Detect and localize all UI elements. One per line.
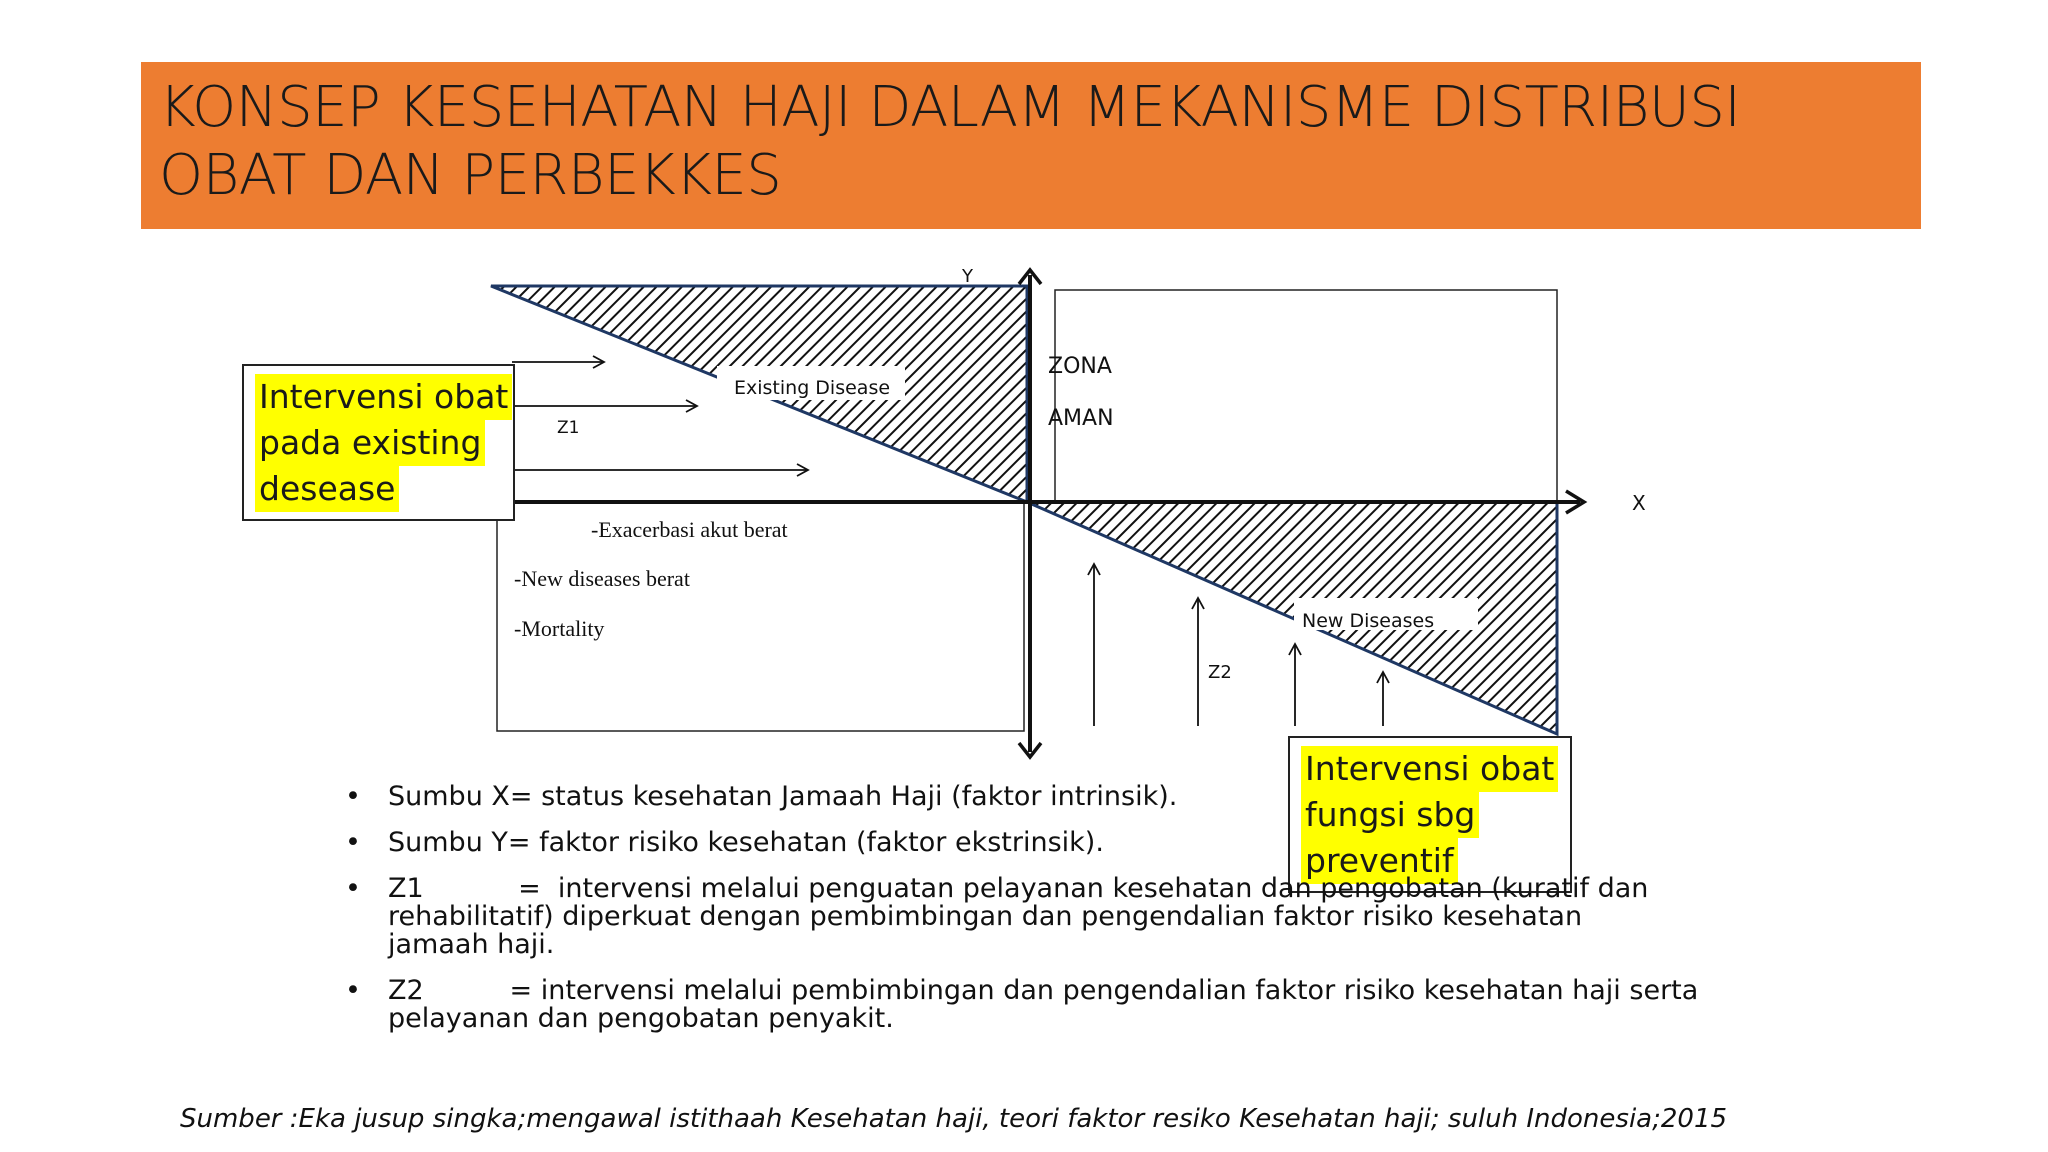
outcome-mortality: -Mortality <box>514 616 605 641</box>
outcome-new-diseases: -New diseases berat <box>514 566 690 591</box>
bullet-text: Sumbu Y= faktor risiko kesehatan (faktor ekstrinsik). <box>388 827 1104 858</box>
callout-line: fungsi sbg <box>1301 792 1479 838</box>
z2-label: Z2 <box>1208 662 1232 683</box>
z1-label: Z1 <box>557 418 580 438</box>
list-item: • Z1 = intervensi melalui penguatan pelayanan kesehatan dan pengobatan (kuratif dan rehabilitatif) diperkuat dengan pembimbingan dan pengendalian faktor risiko kesehatan jamaah haji. <box>345 875 1765 959</box>
callout-line: desease <box>255 466 399 512</box>
source-citation: Sumber :Eka jusup singka;mengawal istithaah Kesehatan haji, teori faktor resiko Kesehatan haji; suluh Indonesia;2015 <box>180 1104 1728 1134</box>
list-item: • Sumbu Y= faktor risiko kesehatan (faktor ekstrinsik). <box>345 829 1765 857</box>
list-item: • Sumbu X= status kesehatan Jamaah Haji (faktor intrinsik). <box>345 783 1765 811</box>
zona-label: ZONA <box>1048 354 1112 379</box>
callout-line: pada existing <box>255 420 485 466</box>
bullet-text: Sumbu X= status kesehatan Jamaah Haji (faktor intrinsik). <box>388 781 1178 812</box>
definition-list <box>345 783 1765 1051</box>
list-item: • Z2 = intervensi melalui pembimbingan dan pengendalian faktor risiko kesehatan haji serta pelayanan dan pengobatan penyakit. <box>345 977 1765 1033</box>
y-axis-label: Y <box>962 266 973 287</box>
safe-zone-box <box>1055 290 1557 502</box>
slide-title: KONSEP KESEHATAN HAJI DALAM MEKANISME DISTRIBUSI OBAT DAN PERBEKKES <box>159 75 1741 208</box>
outcome-exacerbation: -Exacerbasi akut berat <box>591 517 788 542</box>
bullet-text: Z1 = intervensi melalui penguatan pelayanan kesehatan dan pengobatan (kuratif dan rehabilitatif) diperkuat dengan pembimbingan dan pengendalian faktor risiko kesehatan jamaah haji. <box>388 873 1657 960</box>
existing-disease-label: Existing Disease <box>734 377 891 399</box>
callout-existing-disease-intervention <box>242 364 515 521</box>
new-diseases-label: New Diseases <box>1302 610 1435 632</box>
callout-line: preventif <box>1301 838 1458 884</box>
callout-line: Intervensi obat <box>255 374 512 420</box>
x-axis-label: X <box>1632 491 1646 515</box>
aman-label: AMAN <box>1048 406 1114 431</box>
bullet-text: Z2 = intervensi melalui pembimbingan dan pengendalian faktor risiko kesehatan haji serta pelayanan dan pengobatan penyakit. <box>388 975 1707 1034</box>
callout-line: Intervensi obat <box>1301 746 1558 792</box>
